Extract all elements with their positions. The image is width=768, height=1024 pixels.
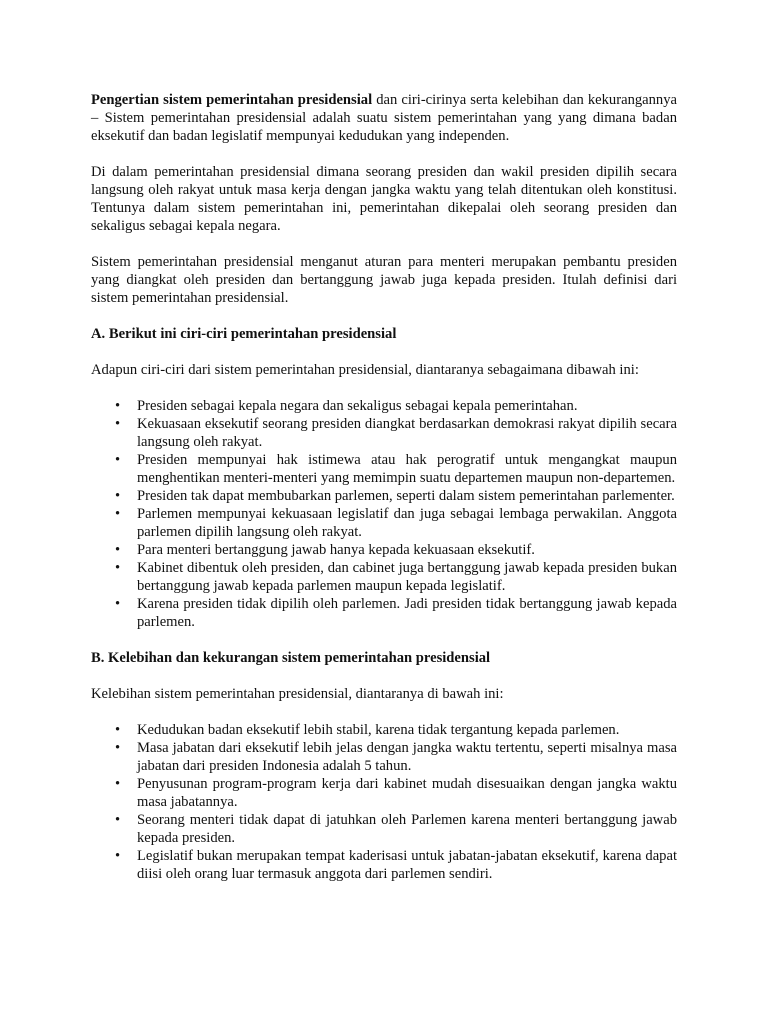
bullet-icon: •	[115, 542, 121, 558]
paragraph-1: Di dalam pemerintahan presidensial dimana seorang presiden dan wakil presiden dipilih secara langsung oleh rakyat untuk masa kerja dengan jangka waktu yang telah ditentukan oleh konstitusi. Tentunya dalam sistem pemerintahan ini, pemerintahan dikepalai oleh seorang presiden dan sekaligus sebagai kepala negara.	[91, 164, 677, 234]
list-item	[91, 487, 677, 505]
intro-term: Pengertian sistem pemerintahan presidensial	[91, 92, 373, 108]
list-item-text: Para menteri bertanggung jawab hanya kepada kekuasaan eksekutif.	[137, 542, 535, 558]
list-item	[91, 415, 677, 451]
list-item-text: Presiden mempunyai hak istimewa atau hak perogratif untuk mengangkat maupun menghentikan menteri-menteri yang memimpin suatu departemen maupun non-departemen.	[137, 452, 677, 486]
list-item-text: Seorang menteri tidak dapat di jatuhkan oleh Parlemen karena menteri bertanggung jawab kepada presiden.	[137, 812, 677, 846]
bullet-icon: •	[115, 416, 121, 432]
list-item	[91, 559, 677, 595]
bullet-icon: •	[115, 506, 121, 522]
section-a-list	[91, 397, 677, 631]
list-item	[91, 721, 677, 739]
bullet-icon: •	[115, 848, 121, 864]
bullet-icon: •	[115, 812, 121, 828]
list-item-text: Legislatif bukan merupakan tempat kaderisasi untuk jabatan-jabatan eksekutif, karena dapat diisi oleh orang luar termasuk anggota dari parlemen sendiri.	[137, 848, 677, 882]
list-item-text: Presiden sebagai kepala negara dan sekaligus sebagai kepala pemerintahan.	[137, 398, 578, 414]
bullet-icon: •	[115, 740, 121, 756]
bullet-icon: •	[115, 560, 121, 576]
bullet-icon: •	[115, 722, 121, 738]
list-item-text: Penyusunan program-program kerja dari kabinet mudah disesuaikan dengan jangka waktu masa jabatannya.	[137, 776, 677, 810]
bullet-icon: •	[115, 776, 121, 792]
list-item	[91, 505, 677, 541]
list-item-text: Karena presiden tidak dipilih oleh parlemen. Jadi presiden tidak bertanggung jawab kepada parlemen.	[137, 596, 677, 630]
paragraph-2: Sistem pemerintahan presidensial menganut aturan para menteri merupakan pembantu presiden yang diangkat oleh presiden dan bertanggung jawab juga kepada presiden. Itulah definisi dari sistem pemerintahan presidensial.	[91, 254, 677, 306]
section-b-lead: Kelebihan sistem pemerintahan presidensial, diantaranya di bawah ini:	[91, 686, 504, 702]
list-item	[91, 451, 677, 487]
list-item	[91, 739, 677, 775]
list-item-text: Kekuasaan eksekutif seorang presiden diangkat berdasarkan demokrasi rakyat dipilih secara langsung oleh rakyat.	[137, 416, 677, 450]
section-b-heading: B. Kelebihan dan kekurangan sistem pemerintahan presidensial	[91, 650, 491, 666]
list-item	[91, 811, 677, 847]
bullet-icon: •	[115, 596, 121, 612]
list-item-text: Presiden tak dapat membubarkan parlemen, seperti dalam sistem pemerintahan parlementer.	[137, 488, 675, 504]
section-b-list	[91, 721, 677, 883]
list-item-text: Kabinet dibentuk oleh presiden, dan cabinet juga bertanggung jawab kepada presiden bukan bertanggung jawab kepada parlemen maupun kepada legislatif.	[137, 560, 677, 594]
list-item	[91, 397, 677, 415]
list-item	[91, 595, 677, 631]
section-a-lead: Adapun ciri-ciri dari sistem pemerintahan presidensial, diantaranya sebagaimana dibawah ini:	[91, 362, 639, 378]
list-item	[91, 847, 677, 883]
intro-rest: dan ciri-cirinya serta kelebihan dan kekurangannya – Sistem pemerintahan presidensial adalah suatu sistem pemerintahan yang yang dimana badan eksekutif dan badan legislatif mempunyai kedudukan yang independen.	[91, 92, 678, 144]
bullet-icon: •	[115, 488, 121, 504]
list-item-text: Kedudukan badan eksekutif lebih stabil, karena tidak tergantung kepada parlemen.	[137, 722, 620, 738]
section-a-heading: A. Berikut ini ciri-ciri pemerintahan presidensial	[91, 326, 397, 342]
list-item	[91, 541, 677, 559]
list-item-text: Parlemen mempunyai kekuasaan legislatif dan juga sebagai lembaga perwakilan. Anggota parlemen dipilih langsung oleh rakyat.	[137, 506, 677, 540]
intro-paragraph	[91, 91, 677, 145]
bullet-icon: •	[115, 398, 121, 414]
list-item	[91, 775, 677, 811]
list-item-text: Masa jabatan dari eksekutif lebih jelas dengan jangka waktu tertentu, seperti misalnya masa jabatan dari presiden Indonesia adalah 5 tahun.	[137, 740, 677, 774]
bullet-icon: •	[115, 452, 121, 468]
